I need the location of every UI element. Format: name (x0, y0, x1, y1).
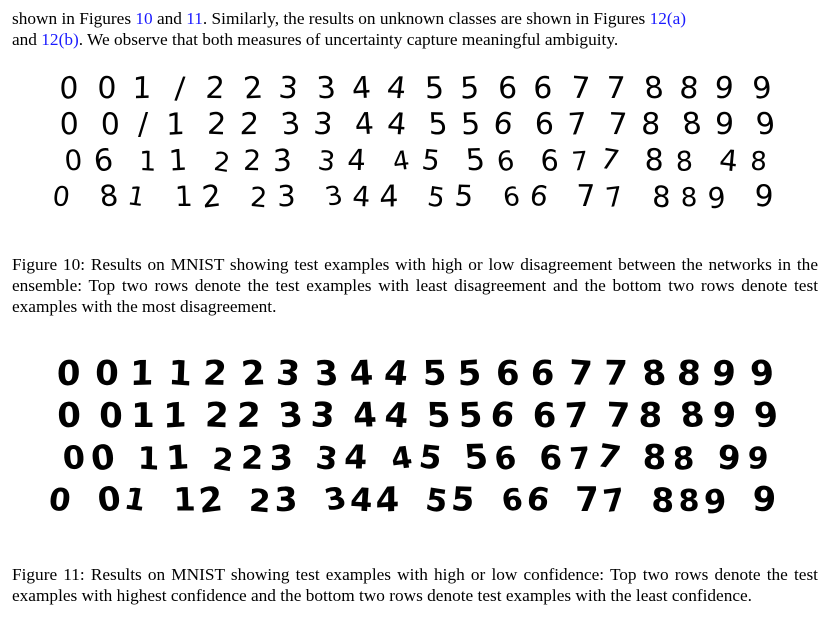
fig10-digit-r4-c19: 9 (706, 180, 727, 216)
fig11-digit-r3-c8: 3 (314, 439, 340, 479)
figure-10-digit-grid (52, 70, 782, 218)
fig10-digit-r2-c17: 8 (640, 106, 661, 143)
fig10-digit-r3-c11: 5 (420, 143, 443, 178)
fig11-digit-r2-c4: 1 (163, 395, 187, 437)
fig10-digit-r4-c17: 8 (651, 179, 671, 215)
fig10-digit-r4-c12: 5 (453, 178, 475, 214)
fig11-digit-r2-c6: 2 (236, 395, 262, 437)
fig10-digit-r4-c3: 1 (125, 181, 147, 214)
intro-text-1: shown in Figures (12, 9, 136, 28)
fig11-digit-r1-c2: 0 (94, 353, 120, 395)
fig11-digit-r3-c16: 7 (593, 436, 625, 477)
fig10-digit-r3-c8: 3 (316, 145, 337, 179)
fig10-digit-r3-c3: 1 (138, 145, 157, 178)
fig10-digit-r2-c9: 4 (353, 106, 376, 143)
fig10-digit-r1-c7: 3 (277, 70, 300, 107)
fig11-digit-r3-c15: 7 (568, 441, 592, 478)
fig10-digit-r1-c19: 9 (713, 71, 735, 107)
fig10-digit-r2-c6: 2 (239, 106, 260, 143)
fig10-digit-r1-c2: 0 (97, 70, 117, 107)
fig11-digit-r3-c4: 1 (165, 437, 190, 478)
fig10-digit-r1-c18: 8 (678, 70, 700, 107)
fig11-digit-r1-c16: 7 (603, 353, 629, 394)
fig11-digit-r3-c7: 3 (269, 437, 294, 480)
fig11-digit-r3-c12: 5 (462, 437, 490, 478)
fig10-digit-r4-c2: 8 (97, 178, 120, 214)
fig11-digit-r1-c20: 9 (748, 353, 776, 395)
fig10-digit-r2-c16: 7 (608, 106, 628, 143)
fig10-digit-r3-c12: 5 (464, 142, 487, 179)
fig10-digit-r3-c9: 4 (346, 143, 367, 178)
fig11-digit-r1-c7: 3 (274, 353, 302, 395)
fig11-digit-r2-c16: 7 (606, 395, 631, 437)
fig11-digit-r3-c9: 4 (343, 437, 369, 477)
fig11-digit-r2-c15: 7 (564, 395, 589, 437)
fig11-digit-r3-c1: 0 (61, 438, 87, 477)
fig11-digit-r4-c13: 6 (499, 482, 526, 520)
fig11-digit-r1-c3: 1 (129, 353, 155, 395)
fig10-digit-r2-c18: 8 (680, 106, 704, 143)
fig11-digit-r2-c12: 5 (457, 395, 484, 437)
fig10-digit-r2-c1: 0 (59, 106, 80, 143)
fig11-digit-r3-c11: 5 (416, 437, 445, 478)
fig10-digit-r4-c6: 2 (249, 181, 268, 215)
fig10-digit-r2-c2: 0 (100, 106, 121, 143)
fig10-digit-r1-c9: 4 (350, 70, 373, 107)
fig11-digit-r4-c11: 5 (423, 481, 450, 521)
fig10-digit-r2-c20: 9 (754, 106, 777, 143)
figure-ref-10[interactable]: 10 (135, 9, 153, 28)
fig11-digit-r4-c15: 7 (574, 479, 601, 520)
fig11-digit-r2-c11: 5 (425, 395, 452, 437)
fig10-digit-r3-c2: 6 (91, 142, 116, 180)
fig10-digit-r4-c14: 6 (527, 178, 551, 214)
fig10-digit-r4-c9: 4 (351, 179, 372, 214)
fig10-digit-r3-c10: 4 (390, 145, 412, 178)
fig10-digit-r4-c5: 2 (200, 178, 223, 216)
fig10-digit-r1-c14: 6 (533, 70, 553, 107)
fig10-digit-r2-c15: 7 (567, 106, 587, 143)
fig11-digit-r4-c12: 5 (449, 479, 477, 519)
fig11-digit-r4-c3: 1 (121, 481, 149, 519)
fig10-digit-r1-c5: 2 (204, 70, 226, 107)
fig10-digit-r3-c18: 8 (675, 145, 694, 179)
figure-10-caption: Figure 10: Results on MNIST showing test examples with high or low disagreement between the networks in the ensemble: Top two rows denote the test examples with least disagreement and the bottom two rows denote test examples with the most disagreement. (12, 255, 818, 316)
fig11-digit-r2-c14: 6 (532, 395, 557, 436)
figure-ref-11[interactable]: 11 (186, 9, 203, 28)
fig10-digit-r2-c13: 6 (491, 106, 515, 143)
fig10-digit-r4-c13: 6 (501, 181, 522, 214)
fig10-digit-r1-c6: 2 (241, 70, 265, 107)
fig10-digit-r1-c1: 0 (59, 70, 79, 107)
fig10-digit-r2-c19: 9 (714, 106, 735, 143)
fig11-digit-r1-c13: 6 (495, 353, 520, 395)
fig11-digit-r4-c20: 9 (751, 479, 778, 521)
fig11-digit-r1-c17: 8 (639, 353, 669, 395)
fig10-digit-r2-c5: 2 (206, 106, 227, 143)
fig11-digit-r2-c3: 1 (131, 395, 155, 436)
fig10-digit-r1-c17: 8 (642, 70, 666, 107)
fig11-digit-r4-c9: 4 (349, 480, 374, 520)
figure-ref-12b[interactable]: 12(b) (41, 30, 79, 49)
fig11-digit-r2-c5: 2 (204, 395, 230, 437)
fig10-digit-r3-c4: 1 (167, 142, 188, 178)
fig10-digit-r1-c15: 7 (570, 70, 591, 107)
intro-text-2: and (152, 9, 187, 28)
fig11-digit-r2-c1: 0 (56, 395, 82, 437)
figure-10-digits-svg (52, 70, 782, 218)
fig11-digit-r4-c16: 7 (601, 481, 627, 521)
fig10-digit-r2-c14: 6 (534, 107, 555, 143)
fig11-digit-r2-c10: 4 (382, 394, 411, 437)
intro-text-5: . We observe that both measures of uncertainty capture meaningful ambiguity. (78, 30, 619, 49)
fig11-digit-r3-c14: 6 (539, 437, 563, 478)
fig11-digit-r3-c19: 9 (715, 436, 743, 479)
fig11-digit-r1-c1: 0 (56, 352, 81, 395)
fig11-digit-r3-c17: 8 (642, 437, 667, 479)
intro-text-3: . Similarly, the results on unknown classes are shown in Figures (202, 9, 650, 28)
fig10-digit-r2-c11: 5 (427, 107, 449, 143)
intro-text-4: and (12, 30, 42, 49)
fig11-digit-r3-c6: 2 (240, 438, 264, 478)
fig11-digit-r4-c14: 6 (524, 478, 553, 520)
fig10-digit-r4-c7: 3 (276, 178, 296, 214)
fig10-digit-r4-c16: 7 (603, 181, 625, 215)
fig10-digit-r3-c17: 8 (644, 142, 664, 179)
fig10-digit-r2-c8: 3 (312, 106, 334, 143)
fig11-digit-r3-c2: 0 (88, 436, 118, 481)
fig11-digit-r3-c18: 8 (672, 440, 696, 479)
fig10-digit-r4-c11: 5 (425, 181, 447, 215)
fig10-digit-r1-c13: 6 (498, 70, 518, 107)
fig10-digit-r3-c20: 8 (749, 147, 768, 178)
fig10-digit-r4-c1: 0 (51, 181, 72, 214)
fig11-digit-r1-c11: 5 (422, 353, 448, 394)
fig11-digit-r1-c19: 9 (710, 353, 738, 394)
fig11-digit-r3-c20: 9 (747, 441, 770, 477)
fig10-digit-r1-c20: 9 (751, 70, 774, 107)
fig11-digit-r4-c8: 3 (321, 480, 350, 519)
fig10-digit-r3-c13: 6 (495, 145, 517, 179)
fig10-digit-r4-c15: 7 (575, 179, 597, 215)
fig11-digit-r4-c10: 4 (375, 479, 400, 522)
fig10-digit-r2-c3: / (137, 107, 149, 143)
fig11-digit-r4-c5: 2 (197, 479, 225, 522)
fig11-digit-r3-c10: 4 (388, 440, 415, 478)
fig11-digit-r1-c5: 2 (202, 353, 228, 394)
fig10-digit-r4-c18: 8 (680, 182, 698, 214)
figure-11-digit-grid (47, 352, 782, 524)
fig10-digit-r4-c10: 4 (379, 179, 399, 216)
fig11-digit-r2-c19: 9 (711, 395, 738, 437)
figure-11-caption: Figure 11: Results on MNIST showing test examples with high or low confidence: Top two rows denote the test examples with highest confidence and the bottom two rows denote test examples with the least confidence. (12, 565, 818, 605)
fig11-digit-r1-c9: 4 (348, 353, 375, 395)
fig11-digit-r2-c2: 0 (99, 395, 123, 437)
fig11-digit-r1-c12: 5 (457, 352, 482, 395)
intro-paragraph (12, 8, 812, 50)
fig11-digit-r2-c13: 6 (488, 394, 517, 437)
fig11-digit-r4-c17: 8 (650, 479, 675, 521)
fig11-digit-r4-c18: 8 (678, 483, 701, 520)
fig10-digit-r3-c14: 6 (540, 142, 560, 179)
fig11-digit-r4-c19: 9 (702, 480, 728, 523)
fig10-digit-r3-c5: 2 (212, 146, 232, 180)
fig11-digit-r3-c5: 2 (211, 441, 235, 480)
fig10-digit-r2-c10: 4 (385, 106, 409, 143)
fig10-digit-r3-c6: 2 (242, 143, 262, 178)
fig11-digit-r4-c2: 0 (95, 478, 123, 520)
fig11-digit-r2-c18: 8 (677, 394, 707, 437)
fig11-digit-r2-c8: 3 (309, 395, 336, 437)
fig10-digit-r4-c8: 3 (322, 180, 346, 213)
fig11-digit-r4-c7: 3 (274, 479, 298, 520)
fig11-digit-r3-c3: 1 (137, 440, 160, 478)
fig10-digit-r3-c7: 3 (272, 142, 293, 180)
fig10-digit-r3-c16: 7 (597, 142, 623, 178)
figure-ref-12a[interactable]: 12(a) (649, 9, 687, 28)
figure-11-digits-svg (47, 352, 782, 524)
fig10-digit-r1-c16: 7 (605, 70, 626, 107)
fig10-digit-r1-c8: 3 (315, 71, 338, 107)
fig10-digit-r2-c12: 5 (460, 106, 481, 143)
fig11-digit-r2-c20: 9 (752, 395, 781, 436)
fig11-digit-r1-c4: 1 (167, 352, 193, 395)
fig11-digit-r1-c10: 4 (382, 353, 411, 395)
fig10-digit-r1-c11: 5 (424, 70, 445, 107)
fig11-digit-r4-c4: 1 (172, 480, 197, 519)
fig10-digit-r3-c1: 0 (63, 143, 84, 178)
fig10-digit-r3-c19: 4 (717, 142, 740, 179)
fig11-digit-r1-c6: 2 (239, 353, 268, 395)
fig10-digit-r1-c10: 4 (384, 70, 409, 107)
fig11-digit-r1-c8: 3 (313, 353, 340, 394)
fig10-digit-r4-c4: 1 (174, 180, 194, 214)
fig10-digit-r2-c7: 3 (279, 106, 303, 143)
fig10-digit-r1-c12: 5 (459, 70, 480, 107)
fig10-digit-r3-c15: 7 (570, 146, 590, 178)
fig11-digit-r1-c14: 6 (530, 353, 555, 395)
fig10-digit-r4-c20: 9 (753, 178, 775, 215)
fig10-digit-r2-c4: 1 (165, 106, 186, 143)
fig11-digit-r4-c1: 0 (47, 482, 73, 519)
fig11-digit-r2-c17: 8 (638, 395, 663, 436)
fig11-digit-r1-c18: 8 (675, 353, 703, 395)
fig11-digit-r2-c7: 3 (276, 394, 305, 437)
fig10-digit-r1-c3: 1 (132, 70, 152, 107)
fig11-digit-r3-c13: 6 (492, 439, 519, 479)
fig11-digit-r4-c6: 2 (248, 482, 272, 521)
fig11-digit-r2-c9: 4 (351, 395, 379, 436)
fig10-digit-r1-c4: / (174, 70, 186, 107)
fig11-digit-r1-c15: 7 (568, 352, 594, 395)
